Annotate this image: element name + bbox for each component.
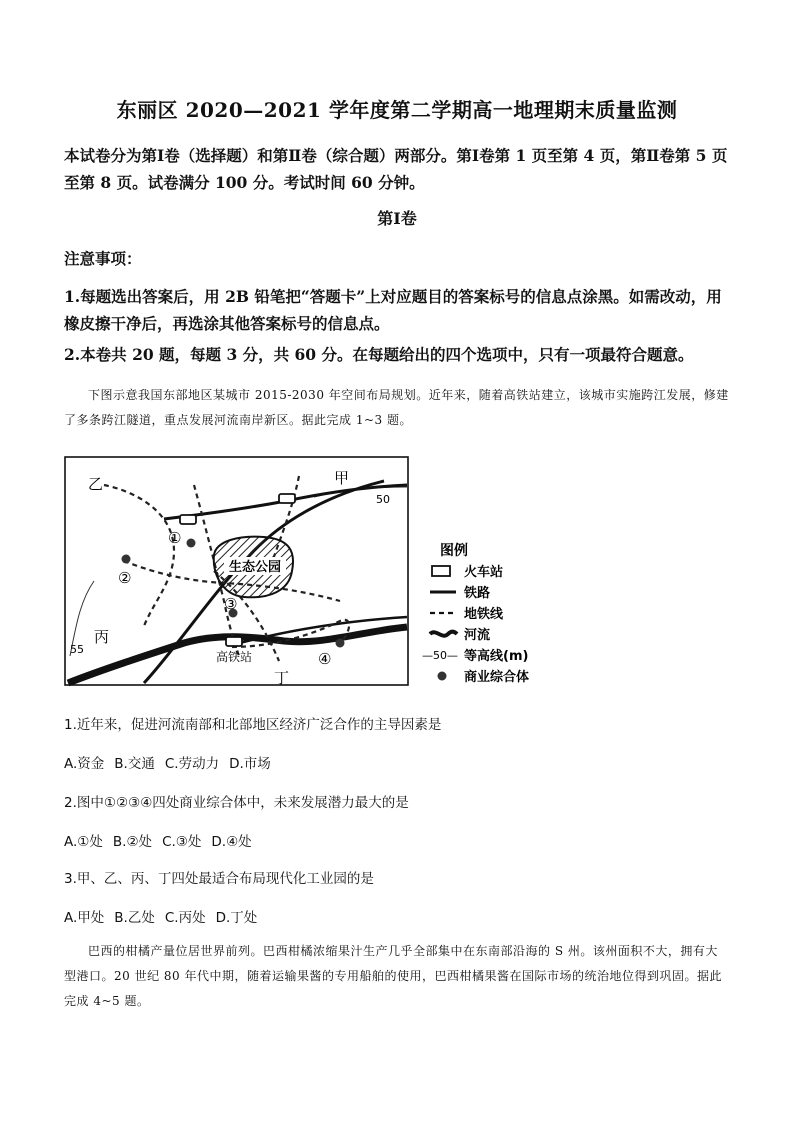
site-label-3: ③ bbox=[224, 595, 238, 613]
material-paragraph-1: 下图示意我国东部地区某城市 2015-2030 年空间布局规划。近年来，随着高铁站建立，该城市实施跨江发展，修建了多条跨江隧道，重点发展河流南岸新区。据此完成 1~3 题。 bbox=[64, 388, 729, 427]
question-1-stem: 1.近年来，促进河流南部和北部地区经济广泛合作的主导因素是 bbox=[64, 717, 442, 733]
question-3-stem: 3.甲、乙、丙、丁四处最适合布局现代化工业园的是 bbox=[64, 871, 374, 887]
commercial-complex-icon bbox=[122, 555, 131, 564]
commercial-complex-icon bbox=[187, 539, 196, 548]
material-paragraph-2: 巴西的柑橘产量位居世界前列。巴西柑橘浓缩果汁生产几乎全部集中在东南部沿海的 S 州。该州面积不大，拥有大型港口。20 世纪 80 年代中期，随着运输果酱的专用船舶的使用，巴西柑橘果酱在国际市场的统治地位得到巩固。据此完成 4~5 题。 bbox=[64, 944, 722, 1008]
hsr-station-label: 高铁站 bbox=[215, 650, 253, 664]
option-a[interactable]: A.①处 bbox=[64, 834, 103, 850]
train-station-icon bbox=[279, 494, 295, 503]
area-label-jia: 甲 bbox=[334, 469, 350, 487]
site-label-2: ② bbox=[118, 569, 132, 587]
legend-item-contour: 等高线(m) bbox=[464, 649, 529, 664]
legend-contour-sample: —50— bbox=[422, 649, 458, 662]
legend-title: 图例 bbox=[440, 543, 468, 559]
option-a[interactable]: A.资金 bbox=[64, 756, 105, 772]
legend-item-commercial: 商业综合体 bbox=[464, 670, 530, 685]
question-3-options bbox=[64, 906, 267, 926]
map-legend bbox=[422, 542, 529, 685]
option-b[interactable]: B.交通 bbox=[114, 756, 155, 772]
city-planning-map bbox=[64, 451, 554, 689]
question-2-stem: 2.图中①②③④四处商业综合体中，未来发展潜力最大的是 bbox=[64, 795, 409, 811]
part-heading: 第Ⅰ卷 bbox=[377, 209, 417, 228]
question-2-options bbox=[64, 830, 262, 850]
option-c[interactable]: C.③处 bbox=[162, 834, 202, 850]
legend-station-icon bbox=[432, 566, 450, 576]
legend-item-river: 河流 bbox=[464, 628, 491, 643]
question-1-options bbox=[64, 752, 281, 772]
legend-commercial-icon bbox=[438, 672, 447, 681]
legend-item-subway: 地铁线 bbox=[464, 607, 504, 622]
legend-item-railway: 铁路 bbox=[464, 586, 491, 601]
option-a[interactable]: A.甲处 bbox=[64, 910, 105, 926]
option-d[interactable]: D.市场 bbox=[229, 756, 271, 772]
contour-label-55: 55 bbox=[70, 643, 84, 656]
exam-intro: 本试卷分为第Ⅰ卷（选择题）和第Ⅱ卷（综合题）两部分。第Ⅰ卷第 1 页至第 4 页，第Ⅱ卷第 5 页至第 8 页。试卷满分 100 分。考试时间 60 分钟。 bbox=[64, 146, 728, 192]
contour-label-50: 50 bbox=[376, 493, 390, 506]
option-d[interactable]: D.④处 bbox=[211, 834, 252, 850]
notice-item-1: 1.每题选出答案后，用 2B 铅笔把“答题卡”上对应题目的答案标号的信息点涂黑。如需改动，用橡皮擦干净后，再选涂其他答案标号的信息点。 bbox=[64, 287, 722, 333]
option-c[interactable]: C.劳动力 bbox=[164, 756, 220, 772]
option-b[interactable]: B.②处 bbox=[112, 834, 153, 850]
legend-river-icon bbox=[430, 632, 457, 636]
area-label-ding: 丁 bbox=[274, 669, 290, 687]
option-d[interactable]: D.丁处 bbox=[215, 910, 258, 926]
option-b[interactable]: B.乙处 bbox=[114, 910, 155, 926]
high-speed-rail-station-icon bbox=[226, 637, 242, 646]
legend-item-station: 火车站 bbox=[464, 565, 504, 580]
document-title: 东丽区 2020—2021 学年度第二学期高一地理期末质量监测 bbox=[116, 98, 678, 122]
notice-item-2: 2.本卷共 20 题，每题 3 分，共 60 分。在每题给出的四个选项中，只有一项最符合题意。 bbox=[64, 345, 694, 364]
area-label-yi: 乙 bbox=[88, 475, 104, 493]
site-label-1: ① bbox=[168, 529, 182, 547]
park-label: 生态公园 bbox=[228, 560, 282, 575]
commercial-complex-icon bbox=[336, 639, 345, 648]
area-label-bing: 丙 bbox=[94, 628, 110, 646]
site-label-4: ④ bbox=[318, 650, 332, 668]
option-c[interactable]: C.丙处 bbox=[164, 910, 206, 926]
notice-heading: 注意事项： bbox=[64, 249, 142, 268]
train-station-icon bbox=[180, 515, 196, 524]
